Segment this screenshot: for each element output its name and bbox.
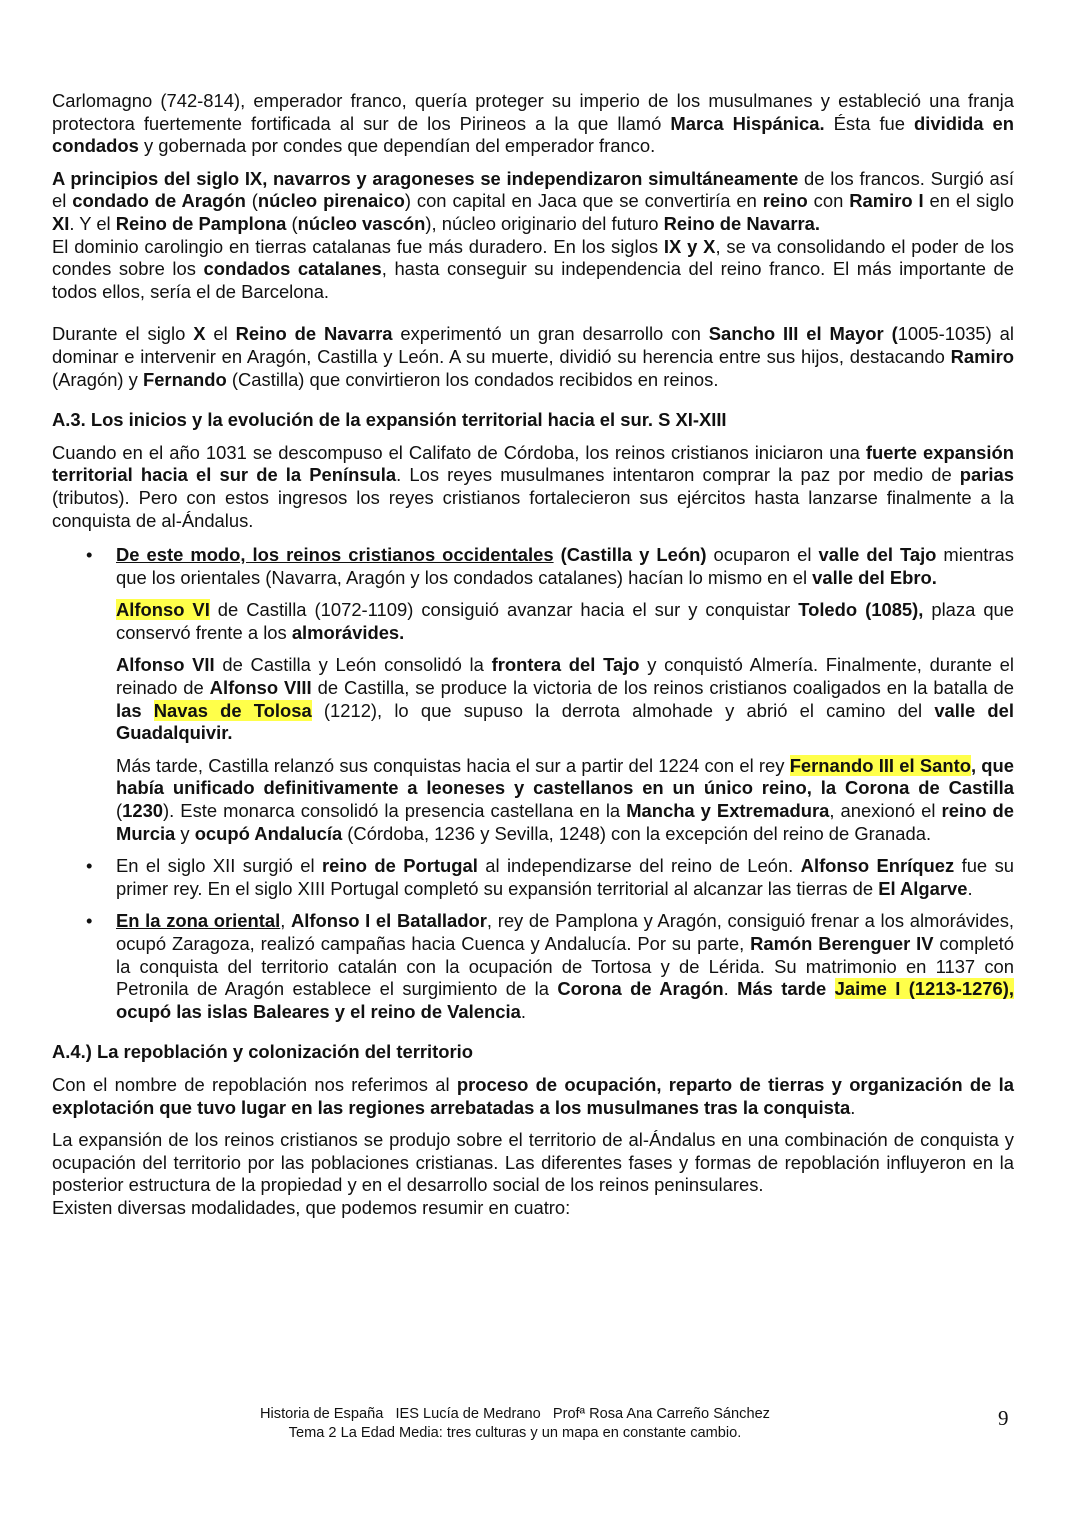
list-paragraph: De este modo, los reinos cristianos occidentales (Castilla y León) ocuparon el valle del Tajo mientras que los orientales (Navarra, Aragón y los condados catalanes) hacían lo mismo en el valle del Ebro. [116,544,1014,588]
bullet-icon: • [86,855,93,877]
emphasis-text: parias [959,464,1014,486]
emphasis-text: núcleo vascón [297,212,426,234]
emphasis-text: reino de Murcia [116,800,1014,844]
emphasis-text: Fernando [142,368,227,390]
list-paragraph: Alfonso VI de Castilla (1072-1109) consiguió avanzar hacia el sur y conquistar Toledo (1085), plaza que conservó frente a los almorávides. [116,599,1015,643]
list-paragraph: En la zona oriental, Alfonso I el Batallador, rey de Pamplona y Aragón, consiguió frenar a los almorávides, ocupó Zaragoza, realizó campañas hacia Cuenca y Andalucía. Por su parte, Ramón Berenguer IV completó la conquista del territorio catalán con la ocupación de Tortosa y de Lérida. Su matrimonio en 1137 con Petronila de Aragón establece el surgimiento de la Corona de Aragón. Más tarde Jaime I (1213-1276), ocupó las islas Baleares y el reino de Valencia. [116,910,1014,1022]
page-number: 9 [998,1406,1009,1430]
paragraph-expansion: La expansión de los reinos cristianos se produjo sobre el territorio de al-Ándalus en una combinación de conquista y ocupación del territorio por las poblaciones cristianas. Las diferentes fases y formas de repoblación influyeron en la posterior estructura de la propiedad y en el desarrollo social de los reinos peninsulares. [52,1129,1014,1196]
emphasis-text: dividida en condados [52,112,1015,157]
page-body [52,90,1014,1220]
emphasis-text: Reino de Navarra. [663,212,820,234]
emphasis-text: , que había unificado definitivamente a leoneses y castellanos en un único reino, la Corona de Castilla [116,754,1014,799]
page-footer [0,1405,1030,1443]
emphasis-text: Alfonso Enríquez [800,855,955,877]
list-paragraph: Alfonso VII de Castilla y León consolidó la frontera del Tajo y conquistó Almería. Finalmente, durante el reinado de Alfonso VIII de Castilla, se produce la victoria de los reinos cristianos coaligados en la batalla de las Navas de Tolosa (1212), lo que supuso la derrota almohade y abrió el camino del valle del Guadalquivir. [116,654,1014,744]
emphasis-text: Reino de Pamplona [115,212,287,234]
bullet-icon: • [86,544,93,566]
list-item [52,855,1014,900]
footer-line-1: Historia de España IES Lucía de Medrano Profª Rosa Ana Carreño Sánchez [260,1406,770,1422]
emphasis-text: Corona de Aragón [557,978,724,1000]
emphasis-text: condados catalanes [203,258,382,280]
emphasis-text: valle del Tajo [818,544,937,566]
emphasis-text: núcleo pirenaico [257,190,405,212]
emphasis-text: Ramón Berenguer IV [750,933,934,954]
emphasis-text: 1230 [122,800,164,822]
emphasis-text: El Algarve [878,877,968,899]
section-heading-a3: A.3. Los inicios y la evolución de la expansión territorial hacia el sur. S XI-XIII [52,409,727,431]
emphasis-text: XI [52,212,70,234]
emphasis-text: A principios del siglo IX, navarros y aragoneses se independizaron simultáneamente [52,167,799,189]
emphasis-text: Ramiro I [849,190,924,212]
emphasis-text: (Castilla y León) [560,544,707,566]
emphasis-text: condado de Aragón [72,190,246,212]
paragraph-navarra: Durante el siglo X el Reino de Navarra experimentó un gran desarrollo con Sancho III el Mayor (1005-1035) al dominar e intervenir en Aragón, Castilla y León. A su muerte, dividió su herencia entre sus hijos, destacando Ramiro (Aragón) y Fernando (Castilla) que convirtieron los condados recibidos en reinos. [52,323,1014,390]
list-paragraph: Más tarde, Castilla relanzó sus conquistas hacia el sur a partir del 1224 con el rey Fernando III el Santo, que había unificado definitivamente a leoneses y castellanos en un único reino, la Corona de Castilla (1230). Este monarca consolidó la presencia castellana en la Mancha y Extremadura, anexionó el reino de Murcia y ocupó Andalucía (Córdoba, 1236 y Sevilla, 1248) con la excepción del reino de Granada. [116,754,1014,844]
emphasis-text: frontera del Tajo [491,654,640,676]
emphasis-text: ocupó Andalucía [194,822,343,844]
highlighted-text: Alfonso VI [116,599,210,621]
bullet-icon: • [86,910,93,932]
emphasis-text: Toledo (1085), [798,599,924,621]
emphasis-text: Marca Hispánica. [670,112,825,134]
emphasis-text: Sancho III el Mayor ( [708,323,898,345]
emphasis-text: proceso de ocupación, reparto de tierras y organización de la explotación que tuvo lugar en las regiones arrebatadas a los musulmanes tras la conquista [52,1073,1014,1118]
emphasis-text: Más tarde [737,978,835,1000]
highlighted-text: Navas de Tolosa [153,699,312,721]
paragraph-catalanes: El dominio carolingio en tierras catalanas fue más duradero. En los siglos IX y X, se va consolidando el poder de los condes sobre los condados catalanes, hasta conseguir su independencia del reino franco. El más importante de todos ellos, sería el de Barcelona. [52,235,1014,302]
emphasis-text: Alfonso VII [116,654,215,676]
paragraph-repoblacion: Con el nombre de repoblación nos referimos al proceso de ocupación, reparto de tierras y organización de la explotación que tuvo lugar en las regiones arrebatadas a los musulmanes tras la conquista. [52,1073,1014,1118]
paragraph-modalidades: Existen diversas modalidades, que podemos resumir en cuatro: [52,1196,571,1218]
emphasis-text: fuerte expansión territorial hacia el sur de la Península [52,441,1014,486]
highlighted-text: Jaime I (1213-1276), [834,978,1014,1000]
emphasis-text: Alfonso VIII [209,677,312,699]
emphasis-text: reino de Portugal [321,855,478,877]
list-item [52,910,1014,1023]
paragraph-califato: Cuando en el año 1031 se descompuso el Califato de Córdoba, los reinos cristianos iniciaron una fuerte expansión territorial hacia el sur de la Península. Los reyes musulmanes intentaron comprar la paz por medio de parias (tributos). Pero con estos ingresos los reyes cristianos fortalecieron sus ejércitos hasta lanzarse finalmente a la conquista de al-Ándalus. [52,441,1014,531]
emphasis-text: Ramiro [950,345,1014,367]
list-item [52,544,1014,845]
paragraph-marca-hispanica: Carlomagno (742-814), emperador franco, quería proteger su imperio de los musulmanes y estableció una franja protectora fuertemente fortificada al sur de los Pirineos a la que llamó Marca Hispánica. Ésta fue dividida en condados y gobernada por condes que dependían del emperador franco. [52,90,1015,157]
footer-line-2: Tema 2 La Edad Media: tres culturas y un mapa en constante cambio. [288,1425,742,1441]
emphasis-text: almorávides. [291,621,405,643]
emphasis-text: valle del Guadalquivir. [116,699,1014,744]
highlighted-text: Fernando III el Santo [789,754,971,776]
expansion-list [52,544,1014,1023]
emphasis-text: IX y X [663,235,716,257]
emphasis-text: las [116,699,154,721]
emphasis-text: En la zona oriental [116,910,281,932]
emphasis-text: ocupó las islas Baleares y el reino de Valencia [116,1000,521,1022]
emphasis-text: reino [762,190,808,212]
paragraph-siglo-ix: A principios del siglo IX, navarros y aragoneses se independizaron simultáneamente de los francos. Surgió así el condado de Aragón (núcleo pirenaico) con capital en Jaca que se convertiría en reino con Ramiro I en el siglo XI. Y el Reino de Pamplona (núcleo vascón), núcleo originario del futuro Reino de Navarra. [52,167,1014,234]
emphasis-text: Mancha y Extremadura [626,800,830,822]
emphasis-text: valle del Ebro. [812,566,937,588]
emphasis-text: Reino de Navarra [235,323,393,345]
section-heading-a4: A.4.) La repoblación y colonización del territorio [52,1041,474,1063]
emphasis-text: X [193,323,206,345]
emphasis-text: De este modo, los reinos cristianos occidentales [116,544,554,566]
list-paragraph: En el siglo XII surgió el reino de Portugal al independizarse del reino de León. Alfonso Enríquez fue su primer rey. En el siglo XIII Portugal completó su expansión territorial al alcanzar las tierras de El Algarve. [116,855,1014,899]
emphasis-text: Alfonso I el Batallador [291,910,487,932]
